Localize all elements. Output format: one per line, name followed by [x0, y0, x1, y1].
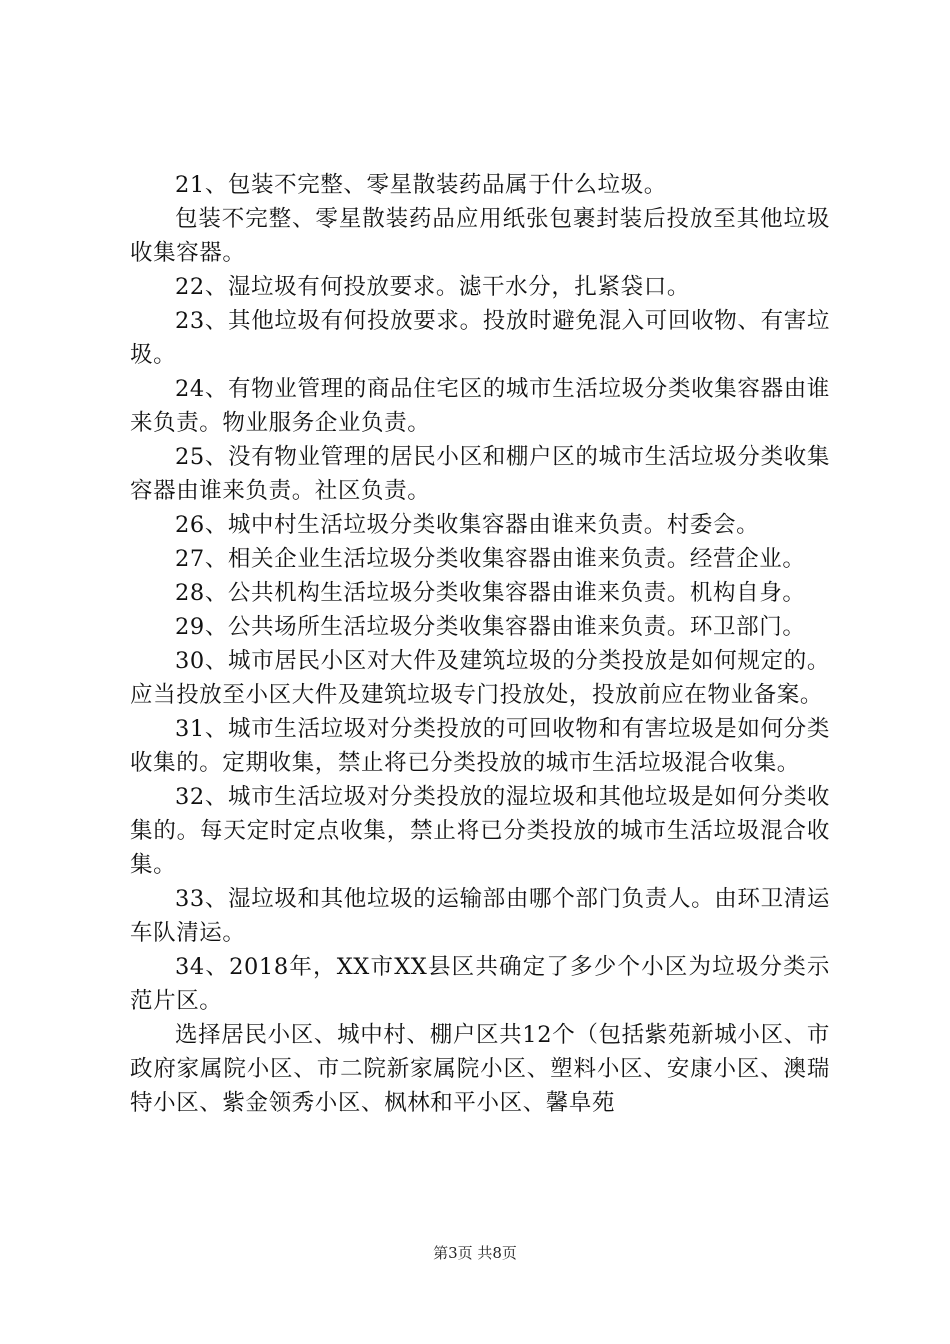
paragraph-q27: 27、相关企业生活垃圾分类收集容器由谁来负责。经营企业。	[175, 546, 806, 572]
paragraph-q34: 34、2018年，XX市XX县区共确定了多少个小区为垃圾分类示范片区。	[130, 954, 830, 1014]
paragraph-a21: 包装不完整、零星散装药品应用纸张包裹封装后投放至其他垃圾收集容器。	[130, 206, 830, 266]
paragraph-q26: 26、城中村生活垃圾分类收集容器由谁来负责。村委会。	[175, 512, 760, 538]
document-body	[130, 168, 830, 1120]
paragraph-a34: 选择居民小区、城中村、棚户区共12个（包括紫苑新城小区、市政府家属院小区、市二院新家属院小区、塑料小区、安康小区、澳瑞特小区、紫金领秀小区、枫林和平小区、馨阜苑	[130, 1022, 830, 1116]
page-footer: 第3页 共8页	[433, 1244, 517, 1262]
paragraph-q30: 30、城市居民小区对大件及建筑垃圾的分类投放是如何规定的。应当投放至小区大件及建筑垃圾专门投放处，投放前应在物业备案。	[130, 648, 830, 708]
paragraph-q23: 23、其他垃圾有何投放要求。投放时避免混入可回收物、有害垃圾。	[130, 308, 830, 368]
paragraph-q25: 25、没有物业管理的居民小区和棚户区的城市生活垃圾分类收集容器由谁来负责。社区负责。	[130, 444, 830, 504]
paragraph-q33: 33、湿垃圾和其他垃圾的运输部由哪个部门负责人。由环卫清运车队清运。	[130, 886, 830, 946]
paragraph-q32: 32、城市生活垃圾对分类投放的湿垃圾和其他垃圾是如何分类收集的。每天定时定点收集，禁止将已分类投放的城市生活垃圾混合收集。	[130, 784, 830, 878]
paragraph-q29: 29、公共场所生活垃圾分类收集容器由谁来负责。环卫部门。	[175, 614, 806, 640]
paragraph-q24: 24、有物业管理的商品住宅区的城市生活垃圾分类收集容器由谁来负责。物业服务企业负责。	[130, 376, 830, 436]
paragraph-q22: 22、湿垃圾有何投放要求。滤干水分，扎紧袋口。	[175, 274, 690, 300]
paragraph-q28: 28、公共机构生活垃圾分类收集容器由谁来负责。机构自身。	[175, 580, 806, 606]
paragraph-q31: 31、城市生活垃圾对分类投放的可回收物和有害垃圾是如何分类收集的。定期收集，禁止将已分类投放的城市生活垃圾混合收集。	[130, 716, 830, 776]
paragraph-q21: 21、包装不完整、零星散装药品属于什么垃圾。	[175, 172, 667, 198]
